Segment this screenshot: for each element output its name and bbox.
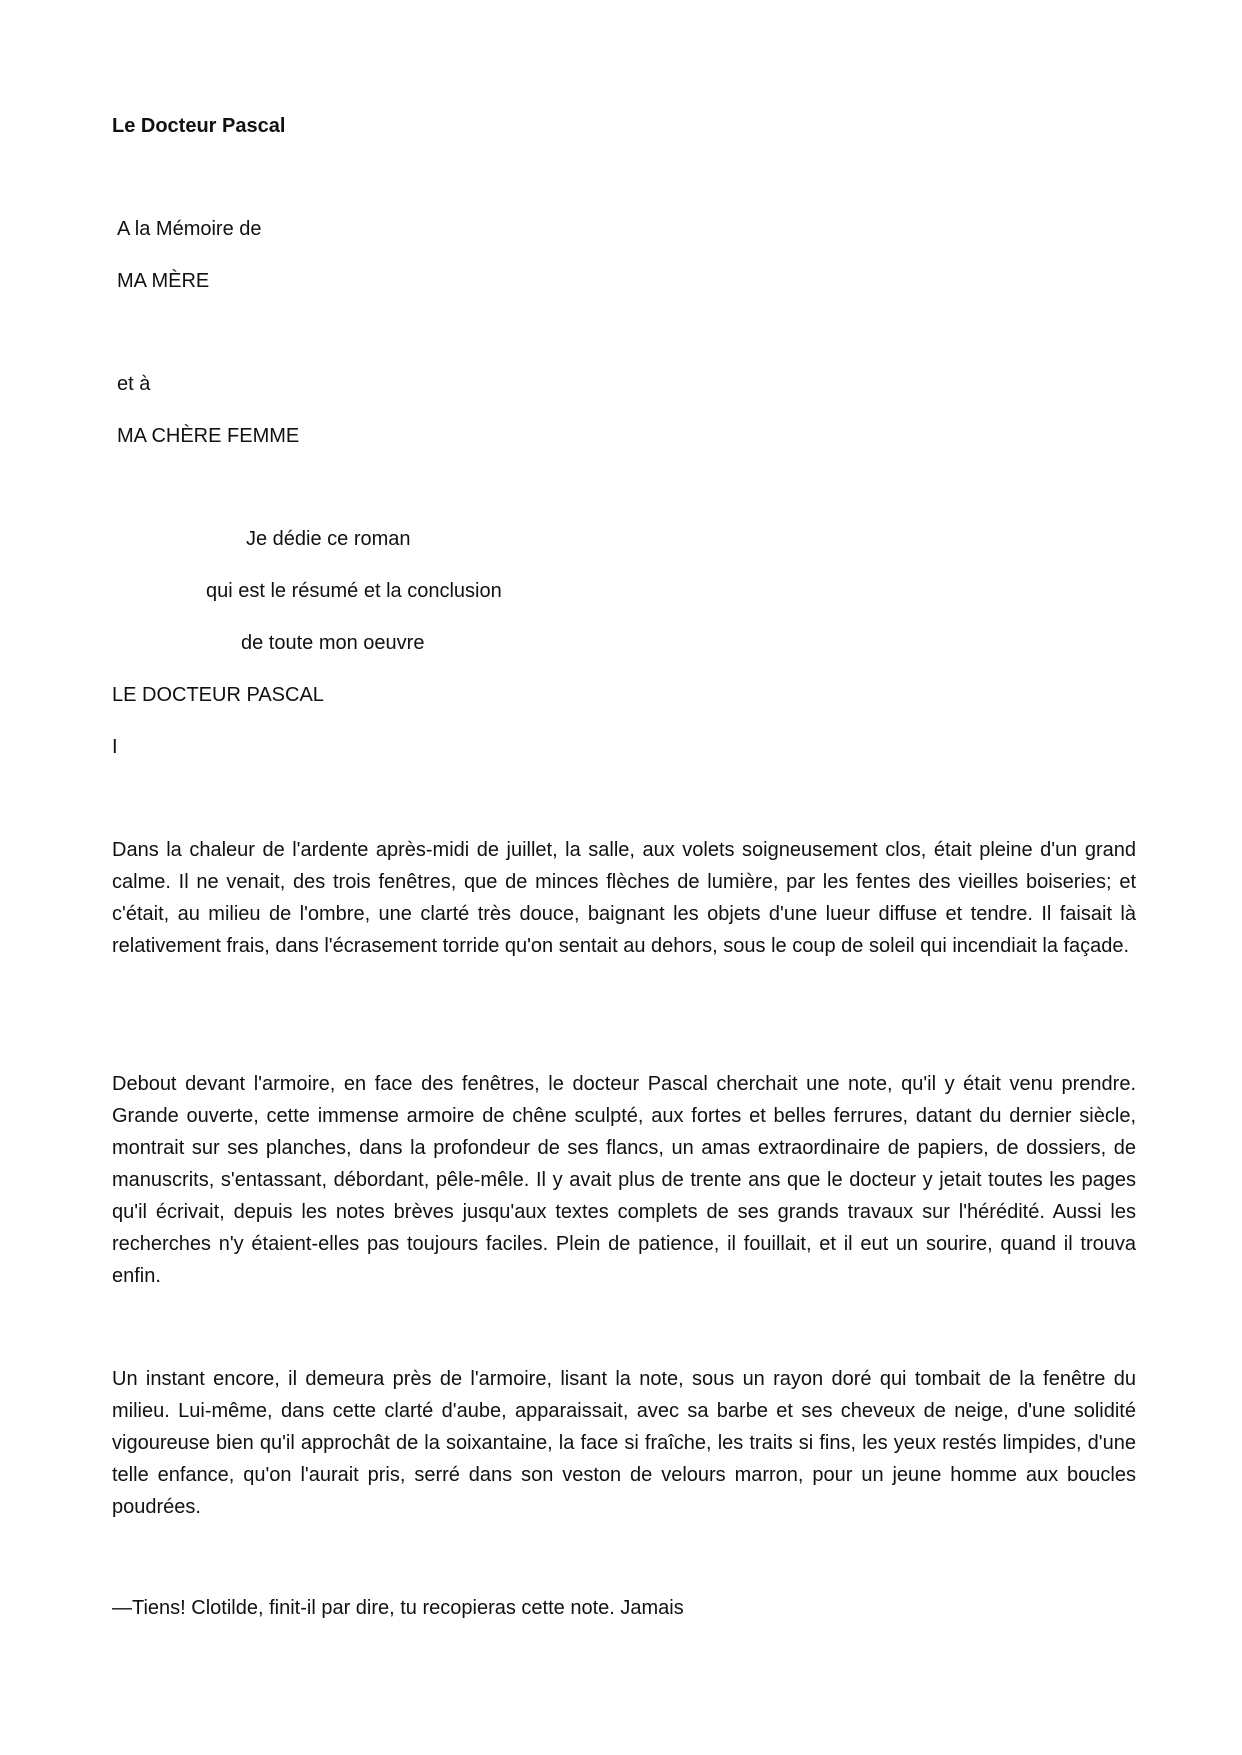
dedication-line-7: de toute mon oeuvre xyxy=(241,632,425,654)
paragraph-4: —Tiens! Clotilde, finit-il par dire, tu recopieras cette note. Jamais xyxy=(112,1597,684,1619)
dedication-line-1: A la Mémoire de xyxy=(117,218,262,240)
dedication-line-2: MA MÈRE xyxy=(117,270,210,292)
dedication-line-3: et à xyxy=(117,373,151,395)
paragraph-3: Un instant encore, il demeura près de l'armoire, lisant la note, sous un rayon doré qui tombait de la fenêtre du milieu. Lui-même, dans cette clarté d'aube, apparaissait, avec sa barbe et ses cheveux de neige, d'une solidité vigoureuse bien qu'il approchât de la soixantaine, la face si fraîche, les traits si fins, les yeux restés limpides, d'une telle enfance, qu'on l'aurait pris, serré dans son veston de velours marron, pour un jeune homme aux boucles poudrées. xyxy=(112,1368,1136,1518)
chapter-number: I xyxy=(112,736,118,758)
paragraph-1: Dans la chaleur de l'ardente après-midi de juillet, la salle, aux volets soigneusement clos, était pleine d'un grand calme. Il ne venait, des trois fenêtres, que de minces flèches de lumière, par les fentes des vieilles boiseries; et c'était, au milieu de l'ombre, une clarté très douce, baignant les objets d'une lueur diffuse et tendre. Il faisait là relativement frais, dans l'écrasement torride qu'on sentait au dehors, sous le coup de soleil qui incendiait la façade. xyxy=(112,839,1136,957)
dedication-line-6: qui est le résumé et la conclusion xyxy=(206,580,502,602)
header-title: Le Docteur Pascal xyxy=(112,115,286,137)
paragraph-2: Debout devant l'armoire, en face des fenêtres, le docteur Pascal cherchait une note, qu'il y était venu prendre. Grande ouverte, cette immense armoire de chêne sculpté, aux fortes et belles ferrures, datant du dernier siècle, montrait sur ses planches, dans la profondeur de ses flancs, un amas extraordinaire de papiers, de dossiers, de manuscrits, s'entassant, débordant, pêle-mêle. Il y avait plus de trente ans que le docteur y jetait toutes les pages qu'il écrivait, depuis les notes brèves jusqu'aux textes complets de ses grands travaux sur l'hérédité. Aussi les recherches n'y étaient-elles pas toujours faciles. Plein de patience, il fouillait, et il eut un sourire, quand il trouva enfin. xyxy=(112,1073,1136,1287)
book-title: LE DOCTEUR PASCAL xyxy=(112,684,324,706)
dedication-line-4: MA CHÈRE FEMME xyxy=(117,425,300,447)
dedication-line-5: Je dédie ce roman xyxy=(246,528,411,550)
